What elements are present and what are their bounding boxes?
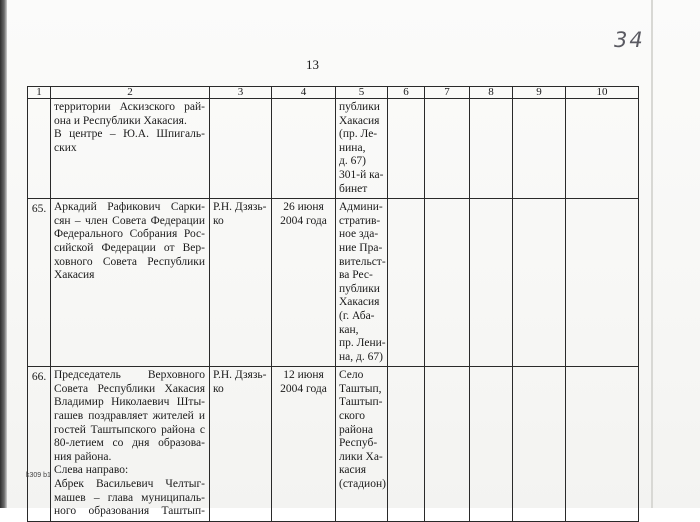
description-line: ских — [54, 141, 77, 154]
place-cell — [336, 199, 388, 367]
description-line: она и Республики Хакасия. — [54, 114, 187, 127]
place-cell — [336, 99, 388, 199]
description-line: машев – глава муниципаль- — [54, 491, 205, 504]
place-line: (пр. Ле- — [339, 128, 378, 141]
place-line: касия — [339, 464, 367, 477]
date-cell — [272, 367, 336, 522]
column-header: 10 — [566, 87, 639, 99]
author-cell — [210, 99, 272, 199]
place-line: публики — [339, 282, 380, 295]
page-number: 13 — [306, 57, 319, 72]
description-line: Хакасия — [54, 269, 95, 282]
empty-cell — [470, 199, 513, 367]
empty-cell — [425, 199, 470, 367]
archive-code: k309 b1 — [26, 472, 51, 479]
photo-description — [51, 199, 210, 367]
photo-description — [51, 367, 210, 522]
scan-edge-shadow — [0, 0, 7, 508]
column-header: 6 — [388, 87, 425, 99]
empty-cell — [513, 199, 566, 367]
place-line: Село — [339, 369, 364, 382]
row-number: 66. — [28, 367, 51, 522]
column-header: 3 — [210, 87, 272, 99]
table-row — [28, 199, 639, 367]
place-line: кан, — [339, 323, 359, 336]
place-line: Хакасия — [339, 296, 380, 309]
empty-cell — [566, 199, 639, 367]
place-line: Админи- — [339, 201, 383, 214]
description-line: ховного Совета Республики — [54, 255, 205, 268]
description-line: Абрек Васильевич Челтыг- — [54, 478, 205, 491]
place-line: ние Пра- — [339, 241, 383, 254]
handwritten-page-annotation: 34 — [614, 28, 645, 52]
place-line: бинет — [339, 182, 368, 195]
place-line: нина, — [339, 141, 366, 154]
date-line: 26 июня — [283, 201, 324, 214]
description-line: В центре – Ю.А. Шпигаль- — [54, 128, 205, 141]
photo-description — [51, 99, 210, 199]
empty-cell — [513, 99, 566, 199]
author-cell: Р.Н. Дзязь-ко — [210, 199, 272, 367]
place-line: лики Ха- — [339, 450, 383, 463]
date-line: 2004 года — [280, 214, 327, 227]
column-header: 5 — [336, 87, 388, 99]
place-line: района — [339, 423, 374, 436]
column-header: 2 — [51, 87, 210, 99]
description-line: территории Аскизского рай- — [54, 101, 205, 113]
empty-cell — [566, 99, 639, 199]
column-header: 7 — [425, 87, 470, 99]
description-line: сян – член Совета Федерации — [54, 214, 205, 227]
empty-cell — [566, 367, 639, 522]
place-line: на, д. 67) — [339, 350, 383, 363]
column-header: 4 — [272, 87, 336, 99]
empty-cell — [388, 367, 425, 522]
description-line: ного образования Таштып- — [54, 505, 205, 518]
date-cell — [272, 99, 336, 199]
empty-cell — [470, 99, 513, 199]
place-line: пр. Лени- — [339, 337, 386, 350]
place-line: 301-й ка- — [339, 168, 384, 181]
description-line: 80-летием со дня образова- — [54, 437, 205, 450]
row-number: 65. — [28, 199, 51, 367]
place-line: Таштып- — [339, 396, 383, 409]
description-line: Владимир Николаевич Шты- — [54, 396, 205, 409]
row-number — [28, 99, 51, 199]
date-cell — [272, 199, 336, 367]
place-line: (стадион) — [339, 478, 386, 491]
column-header: 9 — [513, 87, 566, 99]
description-line: Слева направо: — [54, 464, 129, 477]
catalog-table — [27, 86, 639, 522]
place-line: ва Рес- — [339, 269, 373, 282]
date-line: 12 июня — [283, 369, 324, 382]
description-line: гостей Таштыпского района с — [54, 423, 205, 436]
empty-cell — [470, 367, 513, 522]
table-header-row — [28, 87, 639, 99]
place-cell — [336, 367, 388, 522]
table-row — [28, 367, 639, 522]
place-line: вительст- — [339, 255, 386, 268]
description-line: гашев поздравляет жителей и — [54, 410, 205, 423]
place-line: ное зда- — [339, 228, 379, 241]
empty-cell — [425, 99, 470, 199]
page-fold-line — [651, 0, 653, 508]
table-row — [28, 99, 639, 199]
place-line: Хакасия — [339, 114, 380, 127]
description-line: сийской Федерации от Вер- — [54, 241, 205, 254]
place-line: Таштып, — [339, 382, 382, 395]
empty-cell — [388, 99, 425, 199]
author-cell: Р.Н. Дзязь-ко — [210, 367, 272, 522]
place-line: д. 67) — [339, 155, 366, 168]
place-line: (г. Аба- — [339, 309, 375, 322]
description-line: ния района. — [54, 450, 112, 463]
place-line: ского — [339, 410, 366, 423]
empty-cell — [388, 199, 425, 367]
place-line: публики — [339, 101, 380, 113]
description-line: Председатель Верховного — [54, 369, 205, 382]
place-line: стратив- — [339, 214, 381, 227]
date-line: 2004 года — [280, 382, 327, 395]
description-line: Федерального Собрания Рос- — [54, 228, 205, 241]
description-line: Совета Республики Хакасия — [54, 382, 205, 395]
column-header: 8 — [470, 87, 513, 99]
column-header: 1 — [28, 87, 51, 99]
place-line: Респуб- — [339, 437, 378, 450]
description-line: Аркадий Рафикович Сарки- — [54, 201, 205, 214]
empty-cell — [513, 367, 566, 522]
empty-cell — [425, 367, 470, 522]
